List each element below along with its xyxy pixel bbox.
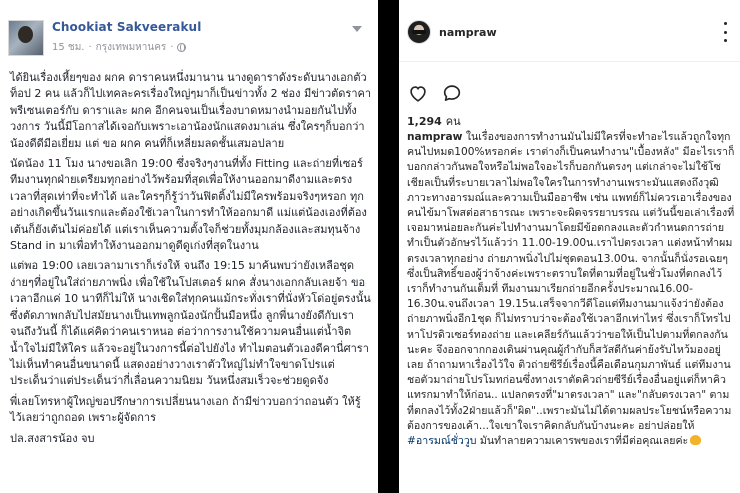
likes-suffix: คน [445, 115, 461, 128]
author-name[interactable]: Chookiat Sakveerakul [52, 20, 202, 34]
post-body [10, 70, 372, 451]
post-time[interactable]: 15 ชม. [52, 42, 85, 53]
instagram-post-header [399, 0, 740, 62]
angry-face-icon [690, 435, 701, 445]
user-avatar[interactable] [407, 20, 431, 44]
chevron-down-icon[interactable] [352, 26, 362, 32]
caption-end: มันทำลายความเคารพของเราที่มีต่อคุณเลยค่ะ [476, 435, 689, 448]
post-meta [52, 40, 186, 55]
facebook-post-header [0, 0, 378, 62]
hashtag-link[interactable]: #อารมณ์ชั่ววูบ [407, 435, 477, 448]
post-location[interactable]: กรุงเทพมหานคร [95, 42, 167, 53]
separator-dot: · [170, 42, 174, 53]
post-paragraph: นัดน้อง 11 โมง นางขอเลิก 19:00 ซึ่งจริงๆงานที่ทั้ง Fitting และถ่ายที่เซอร์ทีมงานทุกฝ่ายเตรียมทุกอย่างไว้พร้อมที่สุดเพื่อให้งานออกมาดีงามและตรงเวลาที่สุดเท่าที่จะทำได้ และใครๆก็รู้ว่าวันฟิตติ้งไม่มีใครพร้อมจริงๆหรอก ทุกอย่างเกิดขึ้นวันแรกและต้องใช้เวลาในการทำให้ออกมาดี แม่แต่น้องเองที่ต้องเต้นก็ยังเต้นไม่ค่อยได้ แต่เราเห็นความตั้งใจก็ช่วยทั้งมุมกล้องและสมทุนจ้าง Stand in มาเพื่อทำให้งานออกมาดูดีดูเก่งที่สุดในงาน [10, 157, 367, 253]
post-paragraph: ได้ยินเรื่องเหี้ยๆของ ผกค ดาราคนหนึ่งมานาน นางดูดาราดังระดับนางเอกตัวท็อป 2 คน แล้วก็ไปเทคละครเรื่องใหญ่ๆมาก็เป็นข่าวทั้ง 2 ช่อง มีข่าวตัดราคา พรีเซนเตอร์กับ ดาราและ ผกค อีกคนจนเป็นเรื่องบาดหมางนำมอยกันไปทั้งวงการ วันนี้มีโอกาสได้เจอกับเพราะเอาน้องนักแสดงมาเล่น ซึ่งใครๆก็บอกว่าน้องดีดีมีอเยี่ยม แต่ ขอ ผกค คนที่ก็เหลี่ยมลดชั้นเสมอปลาย [10, 71, 372, 150]
comment-icon[interactable] [441, 82, 463, 104]
instagram-post [399, 0, 740, 493]
likes-count[interactable] [407, 112, 461, 130]
action-bar [407, 80, 463, 106]
post-paragraph: พี่เลยโทรหาผู้ใหญ่ขอปรึกษาการเปลี่ยนนางเอก ถ้ามีข่าวบอกว่าถอนตัว ให้รู้ไว้เลยว่าถูกถอด เพราะผู้จัดการ [10, 394, 361, 425]
caption-username[interactable]: nampraw [407, 131, 463, 143]
username[interactable]: nampraw [439, 26, 497, 39]
caption-text: ในเรื่องของการทำงานมันไม่มีใครที่จะทำอะไรแล้วถูกใจทุกคนไปหมด100%หรอกค่ะ เราต่างก็เป็นคนทำงาน"เบื้องหลัง" มีอะไรเราก็บอกกล่าวกันพอใจหรือไม่พอใจอะไรก็บอกกันตรงๆ แต่เกล่าจะไม่ใช้โซเชียลเป็นที่ระบายเวลาไม่พอใจใครในการทำงานเพราะมันแสดงถึงวุฒิภาวะทางอารมณ์และความเป็นมืออาชีพ เช่น แพทย์ก็ไม่ควรเอาเรื่องของคนไข้มาโพสต่อสาธารณะ เพราะจะผิดจรรยาบรรณ แต่วันนี้ขอเล่าเรื่องที่เจอมาหน่อยละกันค่ะไปทำงานมาโดยมีข้อตกลงและตัวกำหนดการถ่ายทำเป็นตัวอักษรไว้แล้วว่า 11.00-19.00น.เราไปตรงเวลา แต่งหน้าทำผมตรงเวลาทุกอย่าง ถ่ายภาพนิ่งไปไม่ชุดตอน13.00น. จากนั้นก็นั่งรอเฉยๆซึ่งเป็นสิทธิ์ของผู้ว่าจ้างค่ะเพราะตราบใดที่ตามที่อยู่ในชั่วโมงที่ตกลงไว้เราก็ทำงานกันเต็มที่ ทีมงานมาเรียกถ่ายอีกครั้งประมาณ16.00-16.30น.จนถึงเวลา 19.15น.เสร็จจากวีดีโอแต่ทีมงานมาแจ้งว่ายังต้องถ่ายภาพนิ่งอีก1ชุด ก็ไม่ทราบว่าจะต้องใช้เวลาอีกเท่าไหร่ ซึ่งเราก็โทรไปหาโปรดิวเซอร์ทองถ่าย และเคลียร์กันแล้วว่าขอให้เป็นไปตามที่ตกลงกันนะคะ จึงออกจากกองเดินผ่านคุณผู้กำกับก็สวัสดีกันค่าย้งรับไหว้มองอยู่เลย ถ้าถามหาเรื่องไว้ใจ ติวถ่ายซีรีย์เรื่องนี้คือเดือนกุมภาพันธ์ แต่ทีมงานชอตัวมาถ่ายโปรโมทก่อนซึ่งทางเราตัดคิวถ่ายซีรีย์เรื่องอื่นอยู่แต่ก็หาคิวแทรกมาทำให้ก่อน.. แปลกตรงที่"มาตรงเวลา" และ"กลับตรงเวลา" ตามที่ตกลงไว้ทั้ง2ฝ่ายแล้วก็"ผิด"..เพราะมันไม่ได้ตามผลประโยชน์หรือความต้องการของเค้า...ใจเขาใจเราคิดกลับกันบ้างนะคะ อย่าปล่อยให้ [407, 131, 735, 432]
globe-icon[interactable] [177, 43, 186, 52]
meta-separator: · [88, 42, 92, 53]
post-caption [407, 130, 735, 449]
author-avatar[interactable] [8, 20, 44, 56]
heart-icon[interactable] [407, 82, 429, 104]
post-paragraph: แต่พอ 19:00 เลยเวลามาเราก็เร่งให้ จนถึง 19:15 มาค้นพบว่ายังเหลือชุดง่ายๆที่อยู่ในใส่ถ่ายภาพนิ่ง เพื่อใช้ในโปสเตอร์ ผกค สั่งนางเอกกลับเลยจ้า ขอเวลาอีกแค่ 10 นาทีก็ไม่ให้ นางเชิดใส่ทุกคนแม้กระทั่งเราที่นั่งหัวโด่อยู่ตรงนั้น ซึ่งตัดภาพกลับไปสมัยนางเป็นเทพลูกน้องนักปั้นมือหนึ่ง ลูกพี่นางยังดีกับเราจนถึงวันนี้ ก็ได้แค่คิดว่าคนเราหนอ ต่อว่าการงานใช้ความคนอื่นแต่น้ำจิตน้ำใจไม่มีให้ใคร แล้วจะอยู่ในวงการนี้ต่อไปยังไง ทำไมตอนตัวเองดีคานี่ศาราไม่เห็นทำคนอื่นขนาดนี้ แสดงอย่างวางเราตัวใหญ่ไม่ทำใจขาดโปรแต่ประเด็นว่าแต่ประเด็นว่ากี่เลื่อนความนิยม วันหนึ่งสมเร็วจะช่วยดูดจัง [10, 259, 371, 388]
post-paragraph: ปล.สงสารน้อง จบ [10, 431, 95, 445]
likes-number: 1,294 [407, 114, 442, 128]
more-options-icon[interactable] [722, 22, 728, 42]
